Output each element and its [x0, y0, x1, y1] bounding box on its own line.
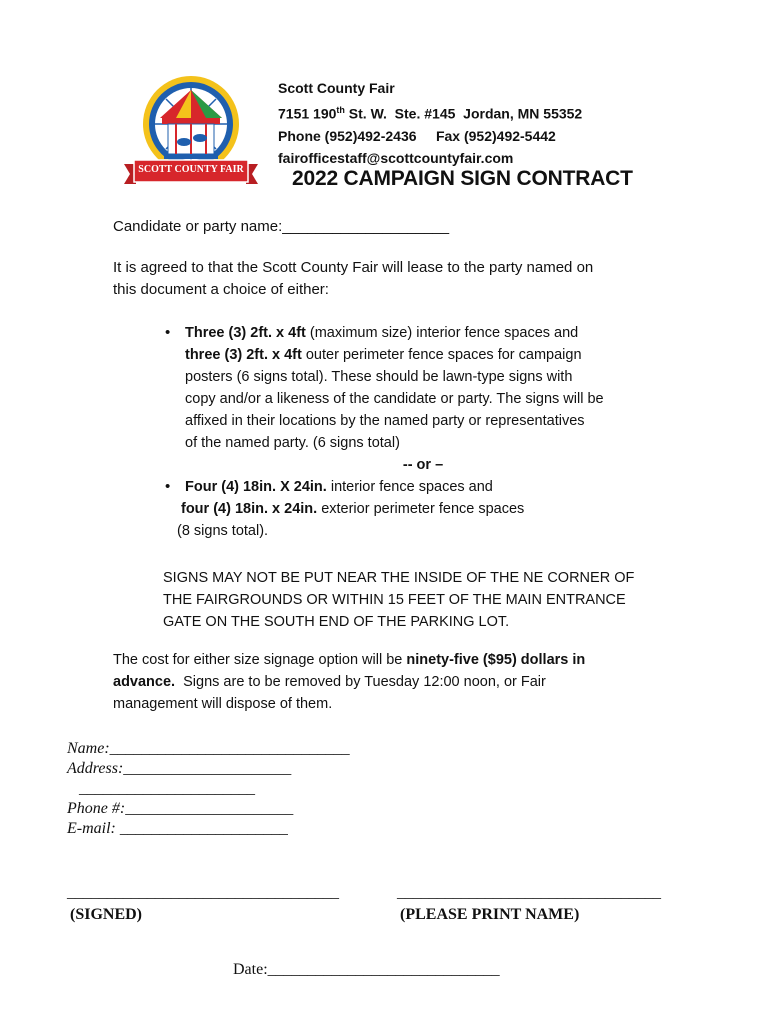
- org-address: 7151 190th St. W. Ste. #145 Jordan, MN 55352: [278, 105, 583, 122]
- name-field[interactable]: Name:______________________________: [67, 740, 350, 757]
- intro-paragraph: It is agreed to that the Scott County Fair will lease to the party named on this document a choice of either:: [113, 259, 594, 298]
- org-name: Scott County Fair: [278, 80, 395, 96]
- org-phone-fax: Phone (952)492-2436 Fax (952)492-5442: [278, 127, 556, 144]
- candidate-name-line: Candidate or party name:____________________: [113, 218, 450, 235]
- phone-field[interactable]: Phone #:_____________________: [67, 800, 294, 817]
- date-field[interactable]: Date:_____________________________: [233, 961, 500, 978]
- print-name-label: (PLEASE PRINT NAME): [400, 906, 580, 923]
- email-field[interactable]: E-mail: _____________________: [67, 820, 288, 837]
- signature-line[interactable]: __________________________________: [67, 884, 339, 901]
- address-field[interactable]: Address:_____________________: [67, 760, 292, 777]
- option-one: • Three (3) 2ft. x 4ft (maximum size) interior fence spaces and three (3) 2ft. x 4ft outer perimeter fence spaces for campaign posters (6 signs total). These should be lawn-type signs with copy and/or a likeness of the candidate or party. The signs will be affixed in their locations by the named party or representatives of the named party. (6 signs total): [163, 322, 683, 454]
- print-name-line[interactable]: _________________________________: [397, 884, 661, 901]
- scott-county-fair-logo: [116, 72, 266, 196]
- placement-restriction: SIGNS MAY NOT BE PUT NEAR THE INSIDE OF THE NE CORNER OF THE FAIRGROUNDS OR WITHIN 15 FEET OF THE MAIN ENTRANCE GATE ON THE SOUTH END OF THE PARKING LOT.: [163, 570, 635, 630]
- option-list: [163, 322, 683, 542]
- logo-text: SCOTT COUNTY FAIR: [138, 164, 244, 175]
- document-title: 2022 CAMPAIGN SIGN CONTRACT: [292, 167, 633, 190]
- org-email: fairofficestaff@scottcountyfair.com: [278, 149, 514, 166]
- signed-label: (SIGNED): [70, 906, 143, 923]
- org-header: [278, 77, 582, 169]
- address-line-2-field[interactable]: ______________________: [79, 780, 255, 797]
- cost-paragraph: The cost for either size signage option will be ninety-five ($95) dollars in advance. Signs are to be removed by Tuesday 12:00 noon, or Fair management will dispose of them.: [113, 652, 586, 712]
- option-two: • Four (4) 18in. X 24in. interior fence spaces and four (4) 18in. x 24in. exterior perimeter fence spaces (8 signs total).: [163, 476, 683, 542]
- or-separator: -- or –: [402, 457, 444, 473]
- contact-form: [67, 739, 350, 839]
